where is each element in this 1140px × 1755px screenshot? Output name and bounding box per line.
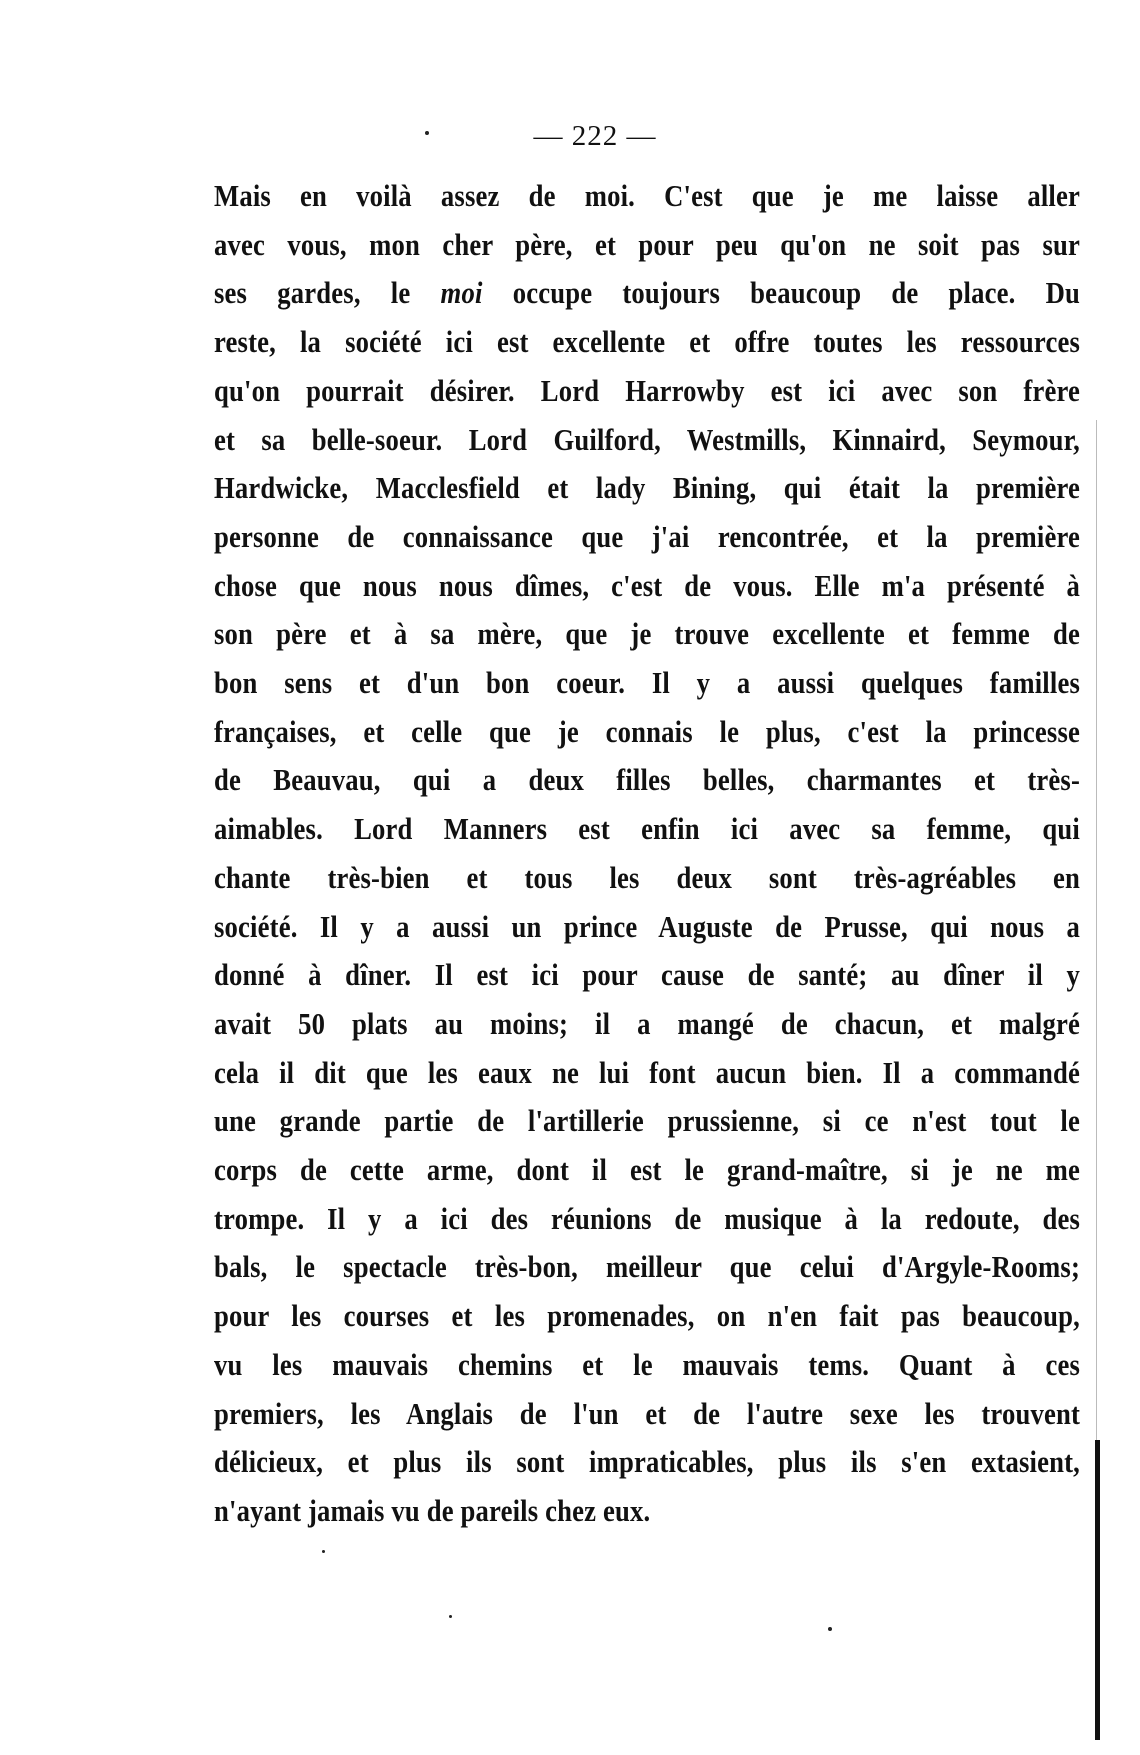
text-line: chose que nous nous dîmes, c'est de vous. Elle m'a présenté à (214, 567, 1081, 603)
text-line: qu'on pourrait désirer. Lord Harrowby est ici avec son frère (214, 372, 1081, 408)
page-edge-shadow (1096, 420, 1097, 1440)
text-line: premiers, les Anglais de l'un et de l'autre sexe les trouvent (214, 1395, 1081, 1431)
text-line: son père et à sa mère, que je trouve excellente et femme de (214, 616, 1081, 652)
text-line: pour les courses et les promenades, on n'en fait pas beaucoup, (214, 1298, 1081, 1334)
text-line: ses gardes, le moi occupe toujours beaucoup de place. Du (214, 275, 1081, 311)
text-line: trompe. Il y a ici des réunions de musique à la redoute, des (214, 1200, 1081, 1236)
text-line: Hardwicke, Macclesfield et lady Bining, qui était la première (214, 470, 1081, 506)
text-line: et sa belle-soeur. Lord Guilford, Westmills, Kinnaird, Seymour, (214, 421, 1081, 457)
text-line: avec vous, mon cher père, et pour peu qu'on ne soit pas sur (214, 226, 1081, 262)
text-line: cela il dit que les eaux ne lui font aucun bien. Il a commandé (214, 1054, 1081, 1090)
ink-speck (425, 131, 429, 135)
text-line: chante très-bien et tous les deux sont très-agréables en (214, 859, 1081, 895)
text-line: de Beauvau, qui a deux filles belles, charmantes et très- (214, 762, 1081, 798)
text-line: bon sens et d'un bon coeur. Il y a aussi quelques familles (214, 665, 1081, 701)
text-line: avait 50 plats au moins; il a mangé de chacun, et malgré (214, 1005, 1081, 1041)
page-edge-rule (1095, 1440, 1100, 1740)
ink-speck (322, 1550, 325, 1553)
text-line: délicieux, et plus ils sont impraticables, plus ils s'en extasient, (214, 1444, 1081, 1480)
ink-speck (449, 1615, 452, 1618)
emphasis: moi (440, 275, 483, 311)
page-number: — 222 — (533, 120, 657, 152)
text-line: n'ayant jamais vu de pareils chez eux. (214, 1492, 651, 1528)
body-text (214, 172, 1080, 1536)
text-line: corps de cette arme, dont il est le grand-maître, si je ne me (214, 1152, 1081, 1188)
text-line: aimables. Lord Manners est enfin ici avec sa femme, qui (214, 811, 1081, 847)
text-line: donné à dîner. Il est ici pour cause de santé; au dîner il y (214, 957, 1081, 993)
text-line: bals, le spectacle très-bon, meilleur que celui d'Argyle-Rooms; (214, 1249, 1081, 1285)
text-line: Mais en voilà assez de moi. C'est que je me laisse aller (214, 178, 1081, 213)
text-line: reste, la société ici est excellente et offre toutes les ressources (214, 324, 1081, 360)
text-line: françaises, et celle que je connais le plus, c'est la princesse (214, 713, 1081, 749)
text-line: société. Il y a aussi un prince Auguste de Prusse, qui nous a (214, 908, 1081, 944)
text-line: vu les mauvais chemins et le mauvais tems. Quant à ces (214, 1346, 1081, 1382)
ink-speck (828, 1627, 832, 1631)
text-line: une grande partie de l'artillerie prussienne, si ce n'est tout le (214, 1103, 1081, 1139)
text-line: personne de connaissance que j'ai rencontrée, et la première (214, 518, 1081, 554)
